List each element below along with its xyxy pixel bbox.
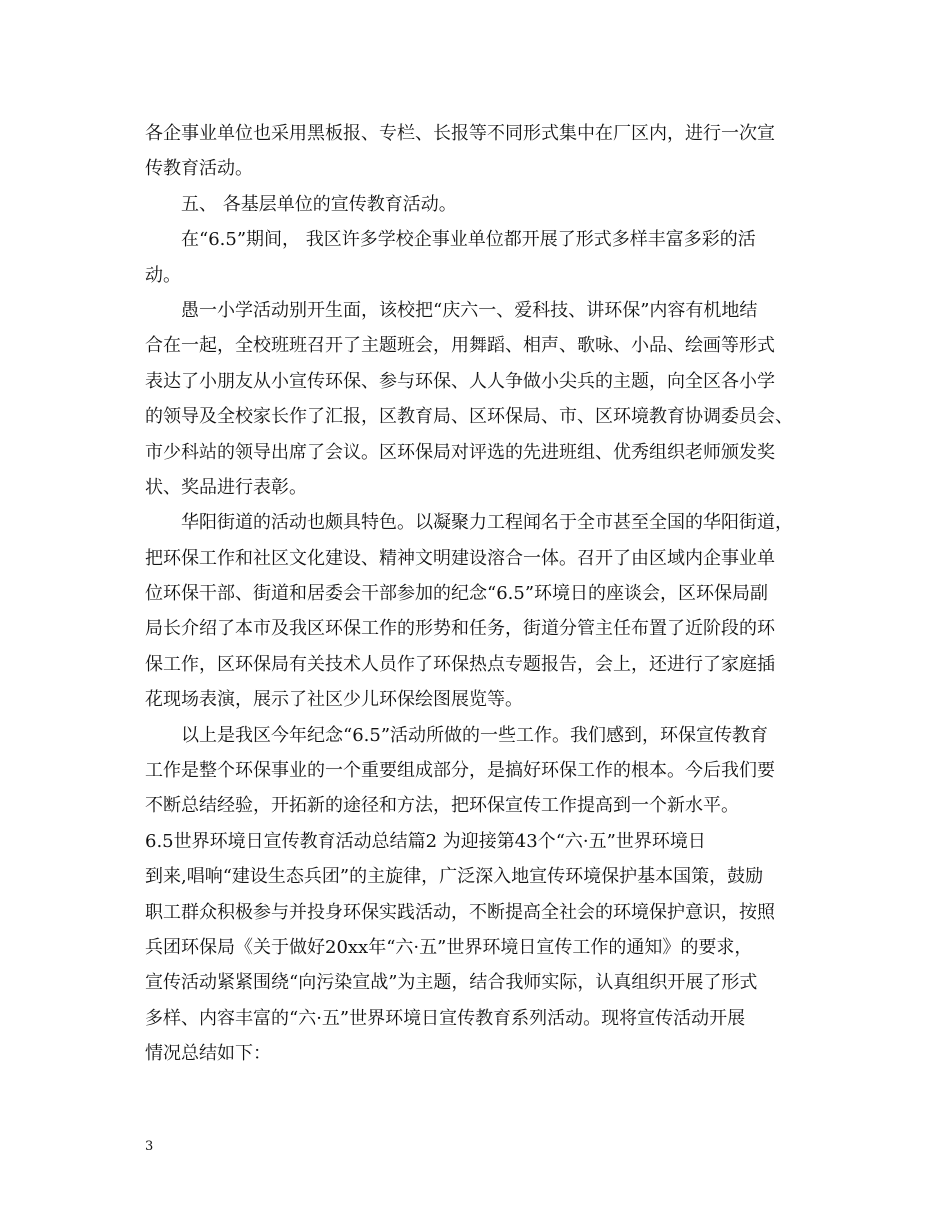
text-line: 市少科站的领导出席了会议。区环保局对评选的先进班组、优秀组织老师颁发奖 — [145, 441, 775, 463]
text-line: 不断总结经验，开拓新的途径和方法，把环保宣传工作提高到一个新水平。 — [145, 795, 739, 817]
page-number: 3 — [145, 1139, 154, 1154]
text-line: 动。 — [145, 264, 181, 286]
text-line: 五、 各基层单位的宣传教育活动。 — [181, 193, 457, 215]
text-line: 把环保工作和社区文化建设、精神文明建设溶合一体。召开了由区域内企事业单 — [145, 547, 775, 569]
text-line: 各企事业单位也采用黑板报、专栏、长报等不同形式集中在厂区内，进行一次宣 — [145, 123, 775, 144]
text-line: 兵团环保局《关于做好20xx年“六·五”世界环境日宣传工作的通知》的要求， — [145, 936, 753, 958]
text-line: 传教育活动。 — [145, 158, 253, 180]
text-line: 在“6.5”期间， 我区许多学校企事业单位都开展了形式多样丰富多彩的活 — [181, 229, 756, 251]
text-line: 宣传活动紧紧围绕“向污染宣战”为主题，结合我师实际，认真组织开展了形式 — [145, 972, 758, 994]
text-line: 表达了小朋友从小宣传环保、参与环保、人人争做小尖兵的主题，向全区各小学 — [145, 370, 775, 392]
text-line: 花现场表演，展示了社区少儿环保绘图展览等。 — [145, 689, 523, 711]
text-line: 局长介绍了本市及我区环保工作的形势和任务，街道分管主任布置了近阶段的环 — [145, 618, 775, 640]
text-line: 愚一小学活动别开生面，该校把“庆六一、爱科技、讲环保”内容有机地结 — [181, 299, 758, 321]
text-line: 职工群众积极参与并投身环保实践活动，不断提高全社会的环境保护意识，按照 — [145, 901, 775, 923]
text-line: 位环保干部、街道和居委会干部参加的纪念“6.5”环境日的座谈会，区环保局副 — [145, 583, 769, 605]
text-line: 情况总结如下： — [145, 1043, 271, 1065]
text-line: 6.5世界环境日宣传教育活动总结篇2 为迎接第43个“六·五”世界环境日 — [145, 830, 706, 852]
text-line: 合在一起，全校班班召开了主题班会，用舞蹈、相声、歌咏、小品、绘画等形式 — [145, 335, 775, 357]
text-line: 华阳街道的活动也颇具特色。以凝聚力工程闻名于全市甚至全国的华阳街道， — [181, 512, 793, 534]
text-line: 状、奖品进行表彰。 — [145, 476, 307, 498]
text-line: 保工作，区环保局有关技术人员作了环保热点专题报告，会上，还进行了家庭插 — [145, 653, 775, 675]
text-line: 以上是我区今年纪念“6.5”活动所做的一些工作。我们感到，环保宣传教育 — [181, 724, 769, 746]
text-line: 到来,唱响“建设生态兵团”的主旋律，广泛深入地宣传环境保护基本国策，鼓励 — [145, 866, 764, 888]
text-line: 多样、内容丰富的“六·五”世界环境日宣传教育系列活动。现将宣传活动开展 — [145, 1007, 746, 1029]
text-line: 的领导及全校家长作了汇报，区教育局、区环保局、市、区环境教育协调委员会、 — [145, 406, 793, 428]
document-body — [145, 116, 810, 1072]
text-line: 工作是整个环保事业的一个重要组成部分，是搞好环保工作的根本。今后我们要 — [145, 760, 775, 782]
